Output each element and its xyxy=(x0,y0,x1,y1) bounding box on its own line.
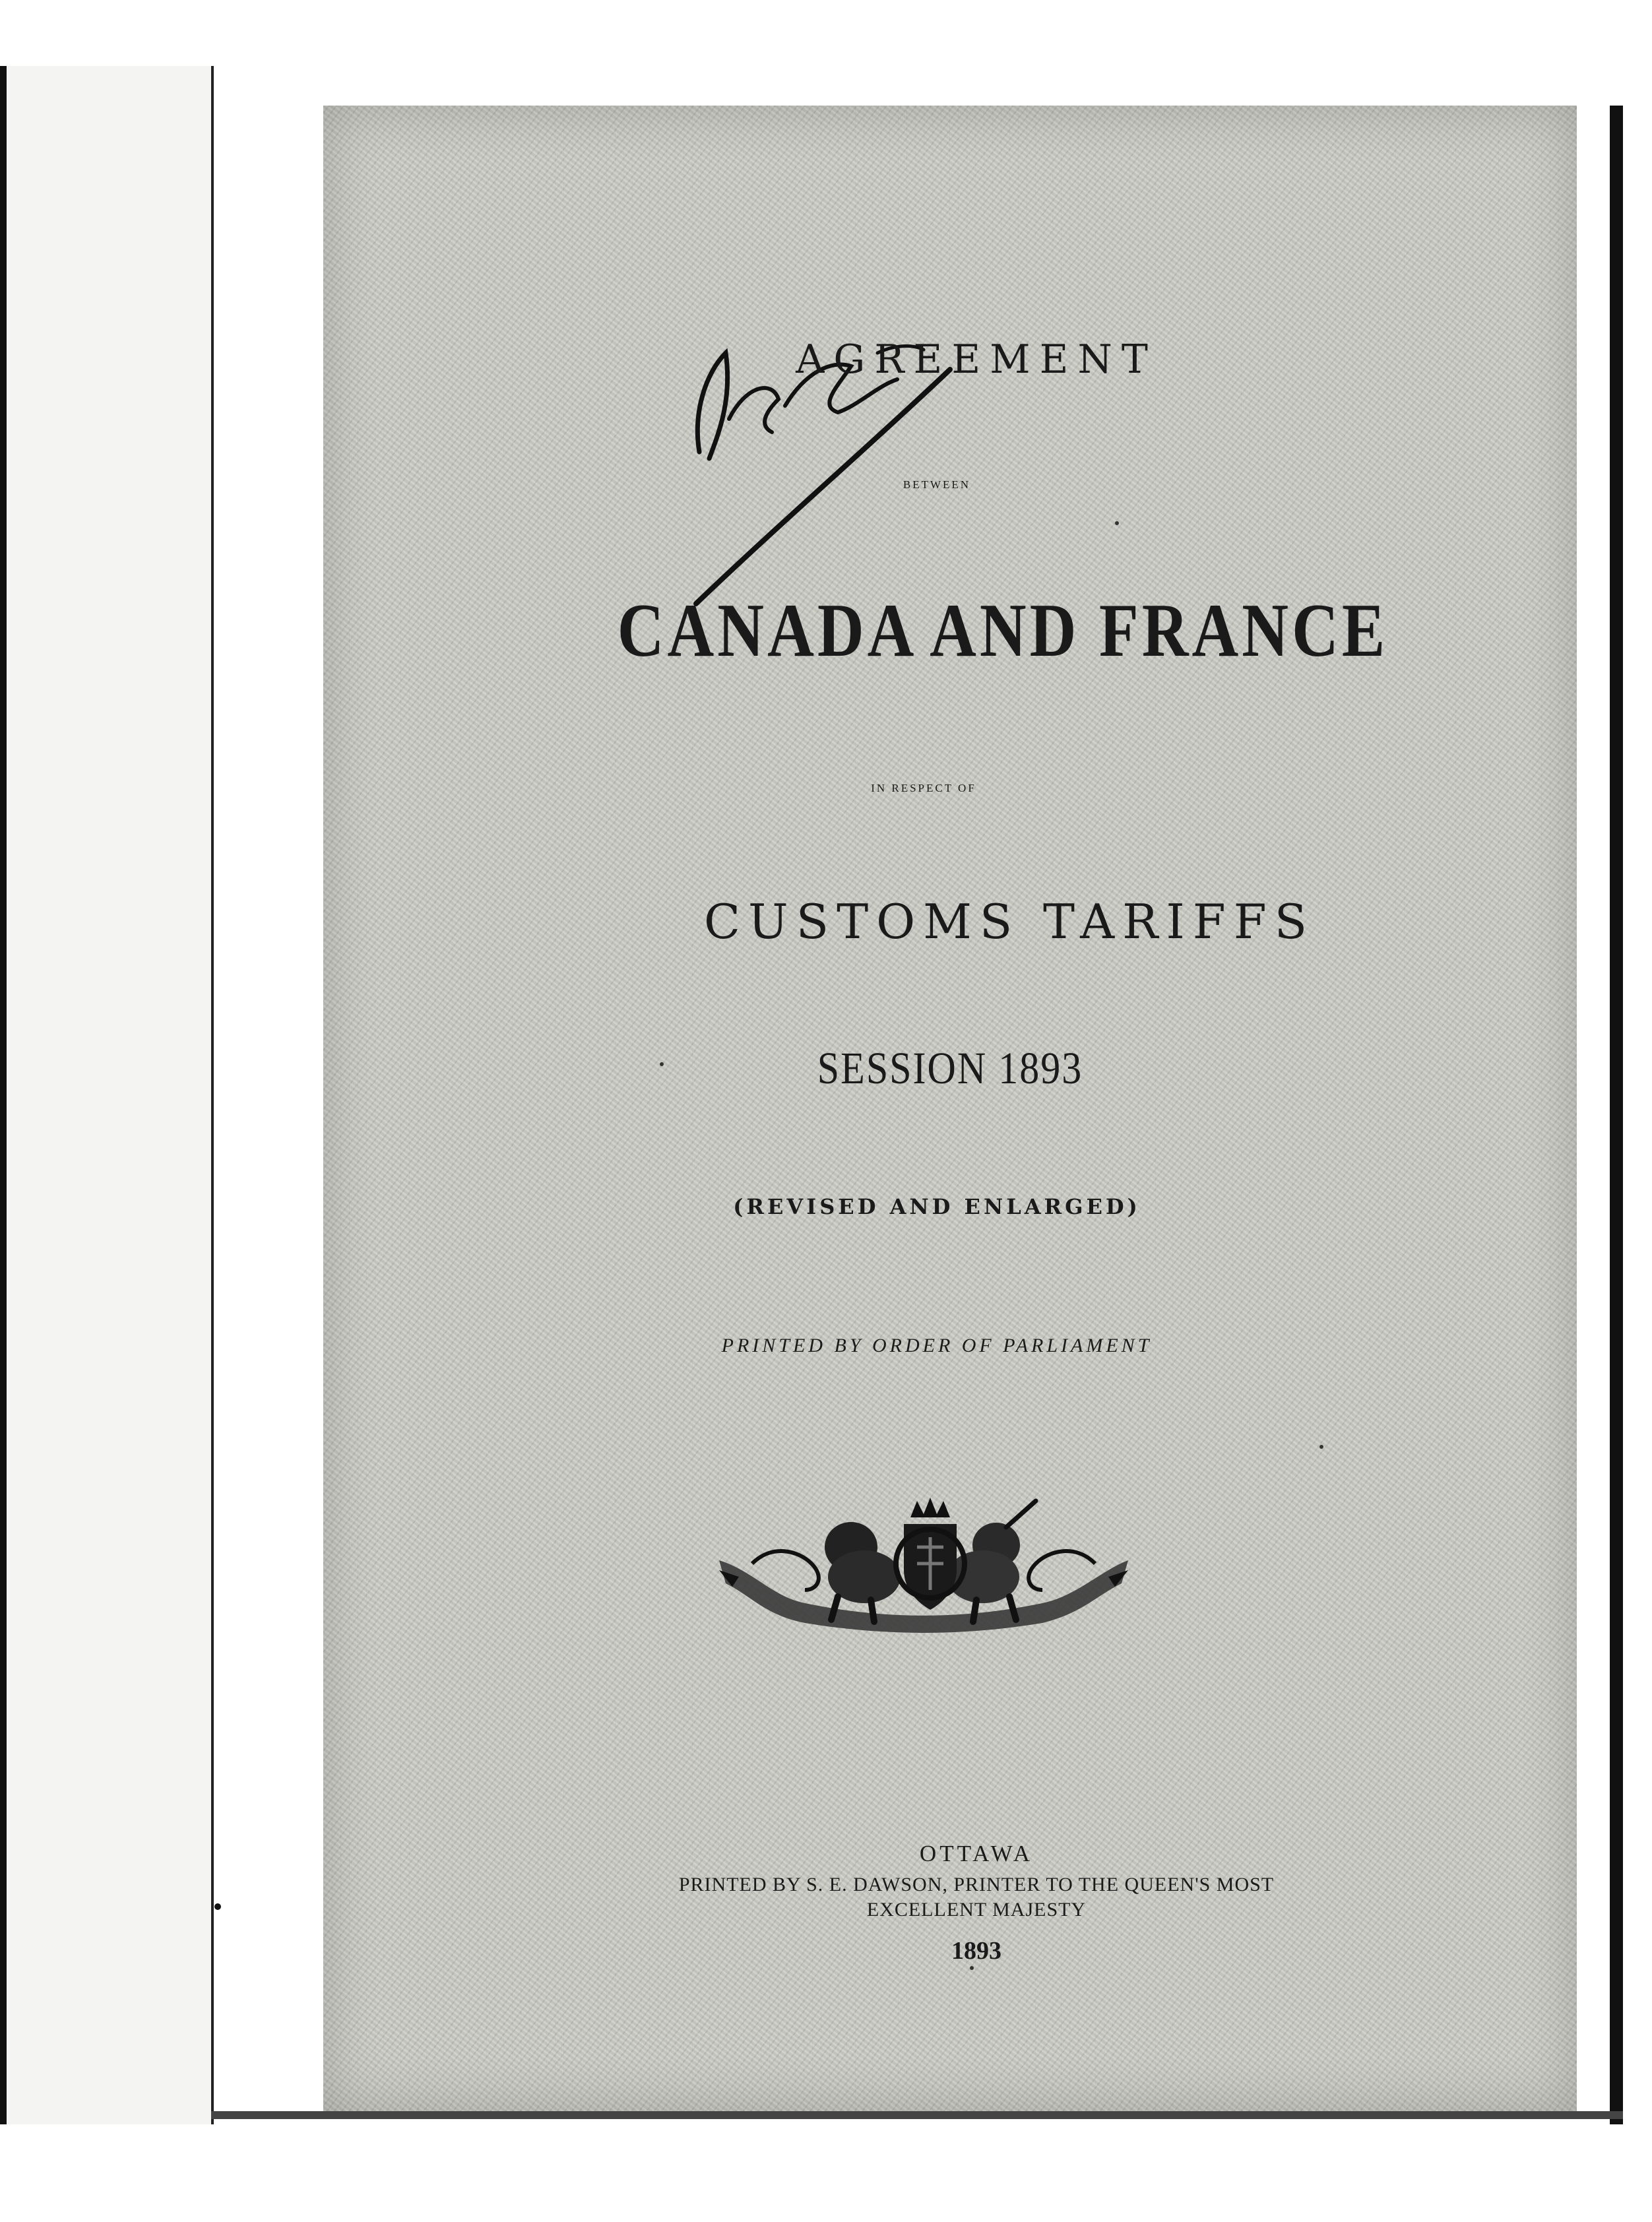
document-parties-title: CANADA AND FRANCE xyxy=(617,588,1389,673)
printing-authority: PRINTED BY ORDER OF PARLIAMENT xyxy=(721,1335,1153,1356)
right-scan-frame xyxy=(1610,106,1623,2124)
paper-speck xyxy=(1115,521,1119,525)
binding-edge xyxy=(0,66,7,2124)
imprint-year: 1893 xyxy=(951,1937,1001,1965)
document-heading: AGREEMENT xyxy=(796,336,1157,383)
imprint-majesty: EXCELLENT MAJESTY xyxy=(866,1899,1087,1920)
left-facing-page xyxy=(0,66,214,2124)
bottom-page-edge xyxy=(211,2111,1623,2119)
scan-mark xyxy=(1616,1636,1623,1643)
respect-line: IN RESPECT OF xyxy=(871,782,976,794)
edition-note: (REVISED AND ENLARGED) xyxy=(733,1194,1141,1219)
title-page xyxy=(323,106,1577,2111)
document-subject: CUSTOMS TARIFFS xyxy=(703,894,1316,949)
scan-mark xyxy=(214,1903,221,1910)
connector-text: BETWEEN xyxy=(903,478,971,491)
paper-speck xyxy=(970,1966,974,1970)
paper-speck xyxy=(1319,1445,1323,1449)
paper-speck xyxy=(660,1062,664,1066)
session-line: SESSION 1893 xyxy=(817,1043,1083,1094)
imprint-printer: PRINTED BY S. E. DAWSON, PRINTER TO THE QUEEN'S MOST xyxy=(678,1874,1275,1895)
coat-of-arms-icon xyxy=(713,1498,1135,1636)
imprint-city: OTTAWA xyxy=(919,1841,1034,1866)
